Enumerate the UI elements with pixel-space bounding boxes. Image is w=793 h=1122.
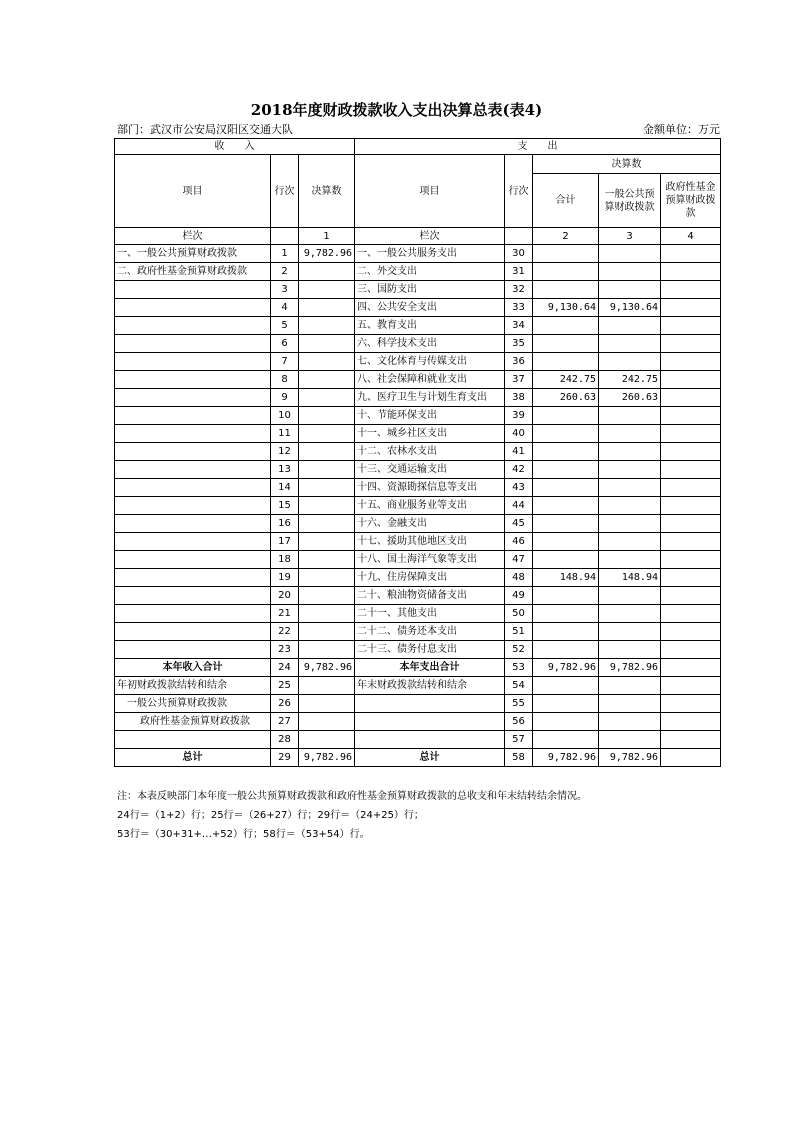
table-row (115, 731, 721, 749)
expense-total: 242.75 (533, 371, 599, 389)
expense-total (533, 587, 599, 605)
expense-fund-budget (661, 605, 721, 623)
expense-line-number: 37 (505, 371, 533, 389)
expense-fund-budget (661, 677, 721, 695)
expense-item: 十七、援助其他地区支出 (355, 533, 505, 551)
expense-total: 9,130.64 (533, 299, 599, 317)
expense-line-number: 47 (505, 551, 533, 569)
expense-item: 十二、农林水支出 (355, 443, 505, 461)
expense-general-budget (599, 461, 661, 479)
expense-general-budget (599, 245, 661, 263)
expense-general-budget (599, 515, 661, 533)
income-amount (299, 479, 355, 497)
expense-item-header: 项目 (355, 155, 505, 228)
table-row (115, 749, 721, 767)
income-line-number: 17 (271, 533, 299, 551)
table-row (115, 569, 721, 587)
expense-total (533, 713, 599, 731)
expense-item: 八、社会保障和就业支出 (355, 371, 505, 389)
table-row (115, 407, 721, 425)
table-row (115, 641, 721, 659)
income-line-number: 11 (271, 425, 299, 443)
income-line-number: 10 (271, 407, 299, 425)
expense-total (533, 461, 599, 479)
income-item (115, 569, 271, 587)
table-row (115, 353, 721, 371)
table-row (115, 263, 721, 281)
income-amount: 9,782.96 (299, 245, 355, 263)
expense-item: 九、医疗卫生与计划生育支出 (355, 389, 505, 407)
income-item: 年初财政拨款结转和结余 (115, 677, 271, 695)
income-item: 总计 (115, 749, 271, 767)
table-row (115, 695, 721, 713)
income-amount-header: 决算数 (299, 155, 355, 228)
expense-item: 二十二、债务还本支出 (355, 623, 505, 641)
income-amount (299, 335, 355, 353)
income-line-number: 3 (271, 281, 299, 299)
income-item (115, 605, 271, 623)
expense-total: 148.94 (533, 569, 599, 587)
income-item (115, 317, 271, 335)
income-line-number: 9 (271, 389, 299, 407)
income-amount (299, 425, 355, 443)
expense-item: 十四、资源勘探信息等支出 (355, 479, 505, 497)
income-line-number: 21 (271, 605, 299, 623)
income-item-header: 项目 (115, 155, 271, 228)
income-line-header: 行次 (271, 155, 299, 228)
column-number-2: 2 (533, 228, 599, 245)
expense-general-budget: 148.94 (599, 569, 661, 587)
expense-fund-budget (661, 623, 721, 641)
income-line-number: 16 (271, 515, 299, 533)
expense-general-budget: 9,782.96 (599, 749, 661, 767)
expense-item: 十三、交通运输支出 (355, 461, 505, 479)
expense-total (533, 245, 599, 263)
column-number-1: 1 (299, 228, 355, 245)
income-line-number: 20 (271, 587, 299, 605)
expense-line-number: 32 (505, 281, 533, 299)
expense-line-number: 55 (505, 695, 533, 713)
column-number-row (115, 228, 721, 245)
expense-fund-budget (661, 389, 721, 407)
income-amount (299, 353, 355, 371)
expense-line-number: 57 (505, 731, 533, 749)
table-row (115, 479, 721, 497)
expense-item: 四、公共安全支出 (355, 299, 505, 317)
expense-line-number: 39 (505, 407, 533, 425)
expense-general-budget: 260.63 (599, 389, 661, 407)
table-row (115, 425, 721, 443)
expense-general-budget (599, 587, 661, 605)
income-header: 收 入 (115, 139, 355, 155)
expense-fund-budget (661, 641, 721, 659)
expense-line-number: 40 (505, 425, 533, 443)
expense-total (533, 425, 599, 443)
expense-item: 十、节能环保支出 (355, 407, 505, 425)
income-item (115, 299, 271, 317)
expense-line-number: 53 (505, 659, 533, 677)
expense-fund-budget (661, 407, 721, 425)
expense-line-number: 49 (505, 587, 533, 605)
expense-line-number: 41 (505, 443, 533, 461)
expense-general-budget (599, 551, 661, 569)
column-number-3: 3 (599, 228, 661, 245)
income-item (115, 731, 271, 749)
expense-amount-header: 决算数 (533, 155, 721, 174)
income-amount (299, 461, 355, 479)
table-row (115, 659, 721, 677)
expense-line-number: 31 (505, 263, 533, 281)
expense-total: 9,782.96 (533, 659, 599, 677)
expense-fund-budget (661, 659, 721, 677)
expense-total (533, 497, 599, 515)
income-line-number: 28 (271, 731, 299, 749)
expense-general-budget (599, 623, 661, 641)
header-row-amount (115, 155, 721, 174)
expense-line-number: 58 (505, 749, 533, 767)
expense-item: 十八、国土海洋气象等支出 (355, 551, 505, 569)
expense-item: 七、文化体育与传媒支出 (355, 353, 505, 371)
expense-item: 年末财政拨款结转和结余 (355, 677, 505, 695)
income-line-number: 18 (271, 551, 299, 569)
expense-item: 总计 (355, 749, 505, 767)
expense-fund-budget (661, 425, 721, 443)
income-item: 二、政府性基金预算财政拨款 (115, 263, 271, 281)
table-row (115, 497, 721, 515)
income-amount (299, 371, 355, 389)
income-line-number: 24 (271, 659, 299, 677)
expense-total (533, 641, 599, 659)
expense-fund-budget (661, 335, 721, 353)
expense-line-number: 50 (505, 605, 533, 623)
table-row (115, 515, 721, 533)
table-row (115, 245, 721, 263)
expense-line-number: 42 (505, 461, 533, 479)
income-amount (299, 317, 355, 335)
notes (117, 787, 587, 844)
table-row (115, 389, 721, 407)
income-amount (299, 605, 355, 623)
note-line: 53行＝（30+31+…+52）行；58行＝（53+54）行。 (117, 829, 370, 840)
expense-total (533, 353, 599, 371)
expense-item (355, 713, 505, 731)
income-line-number: 15 (271, 497, 299, 515)
table-row (115, 551, 721, 569)
expense-fund-budget (661, 371, 721, 389)
income-item (115, 461, 271, 479)
table-row (115, 317, 721, 335)
income-line-number: 5 (271, 317, 299, 335)
income-line-number: 27 (271, 713, 299, 731)
expense-fund-budget (661, 551, 721, 569)
expense-line-number: 48 (505, 569, 533, 587)
expense-fund-budget (661, 695, 721, 713)
expense-general-budget: 242.75 (599, 371, 661, 389)
income-amount (299, 551, 355, 569)
column-number-4: 4 (661, 228, 721, 245)
expense-total (533, 335, 599, 353)
income-line-number: 19 (271, 569, 299, 587)
table-row (115, 281, 721, 299)
expense-total: 9,782.96 (533, 749, 599, 767)
expense-item: 二、外交支出 (355, 263, 505, 281)
income-item (115, 551, 271, 569)
income-item (115, 335, 271, 353)
income-amount (299, 497, 355, 515)
income-line-number: 13 (271, 461, 299, 479)
expense-fund-budget (661, 245, 721, 263)
income-item (115, 623, 271, 641)
income-line-number: 2 (271, 263, 299, 281)
expense-item: 十九、住房保障支出 (355, 569, 505, 587)
table-row (115, 299, 721, 317)
income-amount (299, 389, 355, 407)
expense-total (533, 731, 599, 749)
fund-budget-header: 政府性基金预算财政拨款 (661, 174, 721, 228)
expense-line-number: 34 (505, 317, 533, 335)
expense-fund-budget (661, 281, 721, 299)
expense-line-number: 54 (505, 677, 533, 695)
expense-total (533, 443, 599, 461)
expense-general-budget (599, 281, 661, 299)
income-item: 政府性基金预算财政拨款 (115, 713, 271, 731)
income-item (115, 641, 271, 659)
expense-fund-budget (661, 713, 721, 731)
income-line-number: 8 (271, 371, 299, 389)
income-item (115, 371, 271, 389)
expense-general-budget (599, 353, 661, 371)
income-amount: 9,782.96 (299, 749, 355, 767)
income-line-number: 29 (271, 749, 299, 767)
income-line-number: 7 (271, 353, 299, 371)
income-item (115, 281, 271, 299)
income-line-number: 12 (271, 443, 299, 461)
expense-total (533, 695, 599, 713)
expense-total: 260.63 (533, 389, 599, 407)
table-row (115, 335, 721, 353)
unit-label: 金额单位：万元 (643, 123, 720, 136)
expense-general-budget: 9,130.64 (599, 299, 661, 317)
expense-fund-budget (661, 299, 721, 317)
expense-item: 六、科学技术支出 (355, 335, 505, 353)
expense-general-budget (599, 335, 661, 353)
note-line: 注：本表反映部门本年度一般公共预算财政拨款和政府性基金预算财政拨款的总收支和年末结转结余情况。 (117, 791, 587, 802)
expense-general-budget: 9,782.96 (599, 659, 661, 677)
income-line-number: 26 (271, 695, 299, 713)
expense-general-budget (599, 713, 661, 731)
expense-item: 本年支出合计 (355, 659, 505, 677)
expense-item: 十一、城乡社区支出 (355, 425, 505, 443)
expense-total (533, 317, 599, 335)
income-item (115, 515, 271, 533)
income-item (115, 479, 271, 497)
income-line-number: 6 (271, 335, 299, 353)
table-row (115, 623, 721, 641)
income-amount (299, 407, 355, 425)
expense-item: 五、教育支出 (355, 317, 505, 335)
expense-fund-budget (661, 461, 721, 479)
income-amount (299, 569, 355, 587)
expense-fund-budget (661, 533, 721, 551)
expense-fund-budget (661, 479, 721, 497)
income-item (115, 353, 271, 371)
expense-item: 三、国防支出 (355, 281, 505, 299)
income-amount (299, 299, 355, 317)
income-line-number: 25 (271, 677, 299, 695)
expense-general-budget (599, 497, 661, 515)
income-amount (299, 515, 355, 533)
budget-table (114, 138, 721, 767)
expense-general-budget (599, 443, 661, 461)
income-item (115, 533, 271, 551)
expense-fund-budget (661, 263, 721, 281)
expense-line-header: 行次 (505, 155, 533, 228)
expense-total (533, 515, 599, 533)
income-amount: 9,782.96 (299, 659, 355, 677)
expense-general-budget (599, 677, 661, 695)
general-budget-header: 一般公共预算财政拨款 (599, 174, 661, 228)
total-header: 合计 (533, 174, 599, 228)
expense-fund-budget (661, 443, 721, 461)
table-row (115, 461, 721, 479)
expense-fund-budget (661, 731, 721, 749)
table-row (115, 587, 721, 605)
income-line-number: 22 (271, 623, 299, 641)
expense-line-number: 33 (505, 299, 533, 317)
column-label: 栏次 (115, 228, 271, 245)
expense-general-budget (599, 533, 661, 551)
expense-line-number: 51 (505, 623, 533, 641)
expense-item: 二十、粮油物资储备支出 (355, 587, 505, 605)
department-label: 部门：武汉市公安局汉阳区交通大队 (117, 123, 293, 136)
expense-general-budget (599, 731, 661, 749)
income-item (115, 425, 271, 443)
expense-line-number: 46 (505, 533, 533, 551)
income-amount (299, 695, 355, 713)
page-title: 2018年度财政拨款收入支出决算总表(表4) (250, 101, 543, 119)
expense-general-budget (599, 263, 661, 281)
income-amount (299, 677, 355, 695)
header-row-sections (115, 139, 721, 155)
income-amount (299, 713, 355, 731)
expense-header: 支 出 (355, 139, 721, 155)
table-row (115, 371, 721, 389)
expense-total (533, 533, 599, 551)
table-row (115, 713, 721, 731)
expense-line-number: 52 (505, 641, 533, 659)
expense-fund-budget (661, 497, 721, 515)
expense-line-number: 56 (505, 713, 533, 731)
income-item: 一、一般公共预算财政拨款 (115, 245, 271, 263)
expense-item (355, 731, 505, 749)
expense-item: 十五、商业服务业等支出 (355, 497, 505, 515)
income-line-number: 14 (271, 479, 299, 497)
expense-total (533, 407, 599, 425)
income-line-number: 1 (271, 245, 299, 263)
income-amount (299, 641, 355, 659)
expense-fund-budget (661, 569, 721, 587)
expense-total (533, 479, 599, 497)
expense-fund-budget (661, 587, 721, 605)
income-amount (299, 533, 355, 551)
income-amount (299, 281, 355, 299)
expense-general-budget (599, 479, 661, 497)
income-item (115, 587, 271, 605)
table-row (115, 533, 721, 551)
income-amount (299, 443, 355, 461)
expense-line-number: 35 (505, 335, 533, 353)
expense-line-number: 30 (505, 245, 533, 263)
expense-total (533, 551, 599, 569)
income-item (115, 443, 271, 461)
expense-item: 一、一般公共服务支出 (355, 245, 505, 263)
expense-item: 二十三、债务付息支出 (355, 641, 505, 659)
expense-total (533, 677, 599, 695)
expense-general-budget (599, 641, 661, 659)
income-item (115, 389, 271, 407)
expense-general-budget (599, 605, 661, 623)
expense-total (533, 605, 599, 623)
income-amount (299, 623, 355, 641)
income-line-number: 4 (271, 299, 299, 317)
expense-line-number: 45 (505, 515, 533, 533)
expense-fund-budget (661, 353, 721, 371)
expense-general-budget (599, 317, 661, 335)
expense-item (355, 695, 505, 713)
expense-total (533, 623, 599, 641)
income-item: 一般公共预算财政拨款 (115, 695, 271, 713)
expense-fund-budget (661, 317, 721, 335)
expense-line-number: 36 (505, 353, 533, 371)
note-line: 24行＝（1+2）行；25行＝（26+27）行；29行＝（24+25）行； (117, 810, 424, 821)
income-item (115, 407, 271, 425)
expense-general-budget (599, 407, 661, 425)
expense-item: 二十一、其他支出 (355, 605, 505, 623)
table-row (115, 605, 721, 623)
expense-line-number: 44 (505, 497, 533, 515)
expense-general-budget (599, 425, 661, 443)
table-row (115, 677, 721, 695)
income-amount (299, 263, 355, 281)
column-label-right: 栏次 (355, 228, 505, 245)
expense-line-number: 43 (505, 479, 533, 497)
income-line-number: 23 (271, 641, 299, 659)
income-amount (299, 731, 355, 749)
income-item (115, 497, 271, 515)
expense-line-number: 38 (505, 389, 533, 407)
expense-fund-budget (661, 749, 721, 767)
expense-item: 十六、金融支出 (355, 515, 505, 533)
expense-fund-budget (661, 515, 721, 533)
expense-total (533, 281, 599, 299)
income-item: 本年收入合计 (115, 659, 271, 677)
income-amount (299, 587, 355, 605)
table-row (115, 443, 721, 461)
expense-general-budget (599, 695, 661, 713)
expense-total (533, 263, 599, 281)
